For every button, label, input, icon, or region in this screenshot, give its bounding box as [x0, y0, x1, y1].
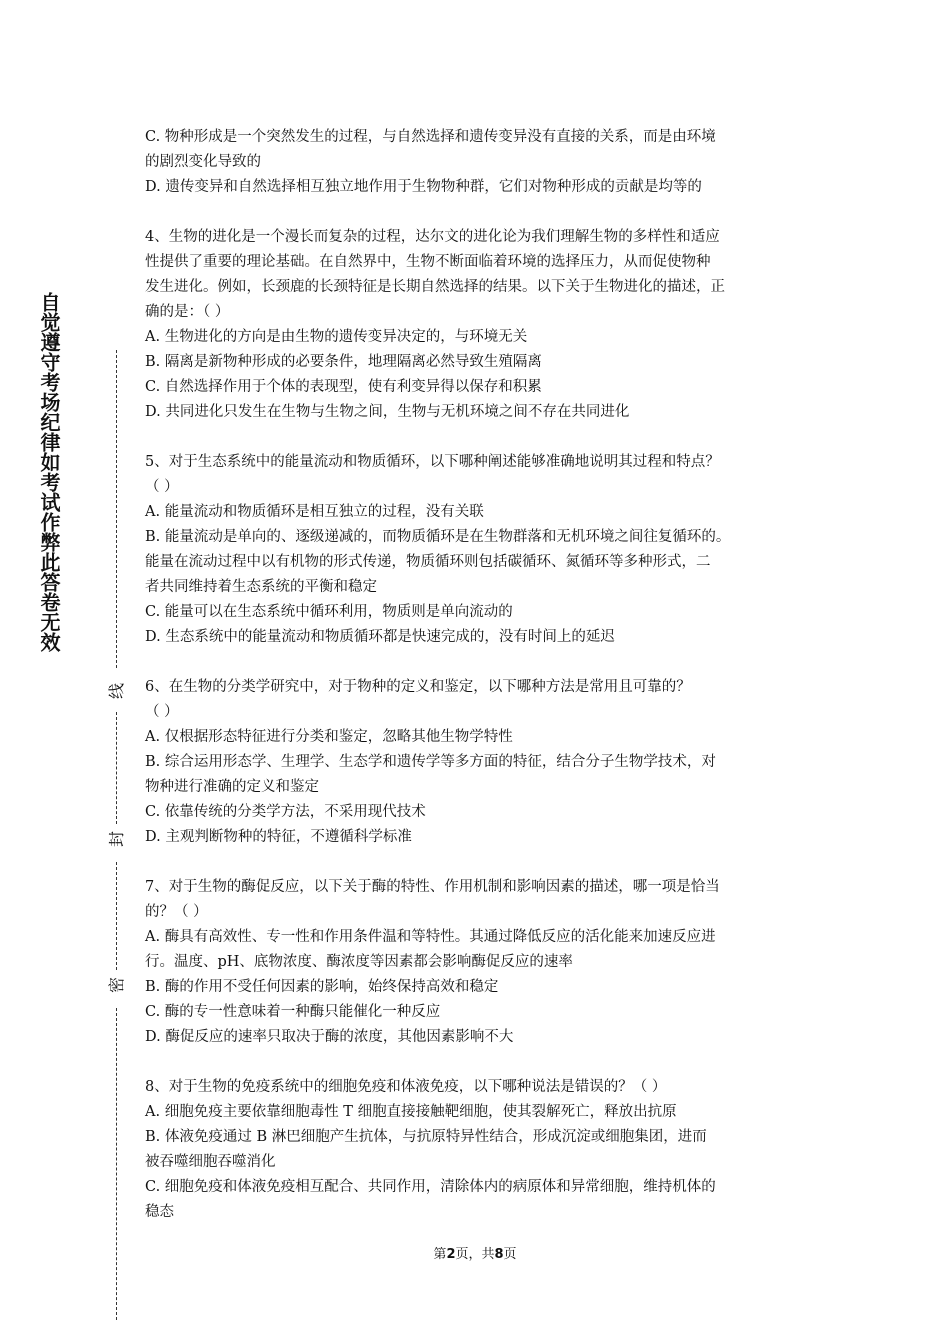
text-line: D. 共同进化只发生在生物与生物之间，生物与无机环境之间不存在共同进化 [145, 404, 630, 420]
text-line: 物种进行准确的定义和鉴定 [145, 779, 319, 795]
footer-prefix: 第 [433, 1247, 447, 1262]
text-line: B. 酶的作用不受任何因素的影响，始终保持高效和稳定 [145, 979, 499, 995]
text-line: 性提供了重要的理论基础。在自然界中，生物不断面临着环境的选择压力，从而促使物种 [145, 254, 711, 270]
text-line: 发生进化。例如，长颈鹿的长颈特征是长期自然选择的结果。以下关于生物进化的描述，正 [145, 279, 725, 295]
dashed-line-segment [116, 862, 117, 970]
binding-line [98, 350, 138, 1320]
text-line: （ ） [145, 479, 179, 495]
question-gap [145, 425, 817, 450]
question-gap [145, 850, 817, 875]
text-line: C. 自然选择作用于个体的表现型，使有利变异得以保存和积累 [145, 379, 542, 395]
text-line: B. 综合运用形态学、生理学、生态学和遗传学等多方面的特征，结合分子生物学技术，对 [145, 754, 716, 770]
text-line: 稳态 [145, 1204, 174, 1220]
text-line: B. 体液免疫通过 B 淋巴细胞产生抗体，与抗原特异性结合，形成沉淀或细胞集团，进而 [145, 1129, 707, 1145]
exam-discipline-notice: 自觉遵守考场纪律如考试作弊此答卷无效 [37, 292, 61, 652]
text-line: 5、对于生态系统中的能量流动和物质循环，以下哪种阐述能够准确地说明其过程和特点？ [145, 454, 720, 470]
text-line: B. 隔离是新物种形成的必要条件，地理隔离必然导致生殖隔离 [145, 354, 542, 370]
text-line: 的？（ ） [145, 904, 208, 920]
text-line: A. 酶具有高效性、专一性和作用条件温和等特性。其通过降低反应的活化能来加速反应进 [145, 929, 716, 945]
page-number: 2 [446, 1247, 456, 1262]
binding-label-secret: 密 [107, 977, 126, 994]
text-line: 被吞噬细胞吞噬消化 [145, 1154, 276, 1170]
text-line: A. 能量流动和物质循环是相互独立的过程，没有关联 [145, 504, 484, 520]
text-line: 的剧烈变化导致的 [145, 154, 261, 170]
text-line: （ ） [145, 704, 179, 720]
text-line: A. 细胞免疫主要依靠细胞毒性 T 细胞直接接触靶细胞，使其裂解死亡，释放出抗原 [145, 1104, 677, 1120]
text-line: C. 酶的专一性意味着一种酶只能催化一种反应 [145, 1004, 441, 1020]
text-line: C. 细胞免疫和体液免疫相互配合、共同作用，清除体内的病原体和异常细胞，维持机体的 [145, 1179, 716, 1195]
text-line: D. 生态系统中的能量流动和物质循环都是快速完成的，没有时间上的延迟 [145, 629, 615, 645]
text-line: 8、对于生物的免疫系统中的细胞免疫和体液免疫，以下哪种说法是错误的？（ ） [145, 1079, 667, 1095]
text-line: 行。温度、pH、底物浓度、酶浓度等因素都会影响酶促反应的速率 [145, 954, 573, 970]
text-line: D. 主观判断物种的特征，不遵循科学标准 [145, 829, 412, 845]
text-line: D. 遗传变异和自然选择相互独立地作用于生物物种群，它们对物种形成的贡献是均等的 [145, 179, 702, 195]
question-gap [145, 200, 817, 225]
text-line: 者共同维持着生态系统的平衡和稳定 [145, 579, 377, 595]
footer-suffix: 页 [503, 1247, 517, 1262]
text-line: C. 能量可以在生态系统中循环利用，物质则是单向流动的 [145, 604, 513, 620]
question-gap [145, 650, 817, 675]
dashed-line-segment [116, 712, 117, 824]
text-line: B. 能量流动是单向的、逐级递减的，而物质循环是在生物群落和无机环境之间往复循环的。 [145, 529, 731, 545]
text-line: 4、生物的进化是一个漫长而复杂的过程，达尔文的进化论为我们理解生物的多样性和适应 [145, 229, 720, 245]
text-line: C. 物种形成是一个突然发生的过程，与自然选择和遗传变异没有直接的关系，而是由环境 [145, 129, 716, 145]
text-line: 6、在生物的分类学研究中，对于物种的定义和鉴定，以下哪种方法是常用且可靠的？ [145, 679, 691, 695]
text-line: 确的是：（ ） [145, 304, 230, 320]
page-footer [0, 1246, 950, 1264]
text-line: A. 生物进化的方向是由生物的遗传变异决定的，与环境无关 [145, 329, 528, 345]
text-line: 能量在流动过程中以有机物的形式传递，物质循环则包括碳循环、氮循环等多种形式，二 [145, 554, 711, 570]
page-total: 8 [494, 1247, 504, 1262]
footer-mid: 页，共 [455, 1247, 495, 1262]
text-line: D. 酶促反应的速率只取决于酶的浓度，其他因素影响不大 [145, 1029, 514, 1045]
text-line: 7、对于生物的酶促反应，以下关于酶的特性、作用机制和影响因素的描述，哪一项是恰当 [145, 879, 720, 895]
dashed-line-segment [116, 1008, 117, 1320]
text-line: A. 仅根据形态特征进行分类和鉴定，忽略其他生物学特性 [145, 729, 513, 745]
question-gap [145, 1050, 817, 1075]
text-line: C. 依靠传统的分类学方法，不采用现代技术 [145, 804, 426, 820]
binding-label-seal: 封 [107, 831, 126, 848]
dashed-line-segment [116, 350, 117, 668]
binding-label-line: 线 [107, 683, 126, 700]
question-content [145, 125, 817, 1225]
